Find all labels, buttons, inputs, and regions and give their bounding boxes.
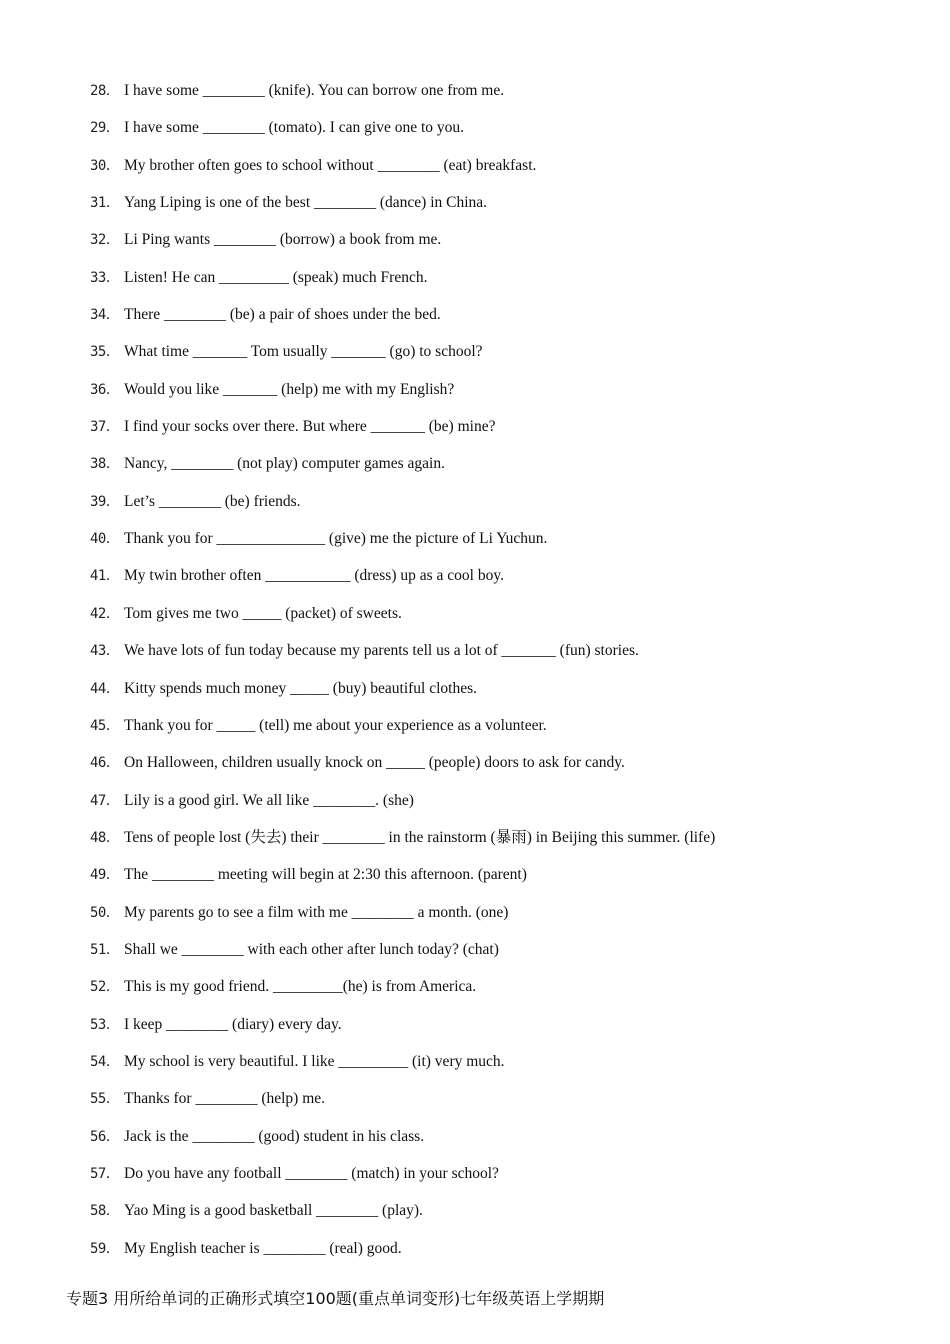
question-text: This is my good friend. _________(he) is from America. — [124, 978, 477, 996]
question-number: 54． — [90, 1053, 120, 1070]
question-item — [90, 602, 910, 639]
question-text: Tens of people lost (失去) their ________ in the rainstorm (暴雨) in Beijing this summer. (life) — [124, 828, 716, 846]
question-number: 53． — [90, 1016, 120, 1033]
question-number: 52． — [90, 979, 120, 996]
question-item — [90, 340, 910, 377]
question-text: Shall we ________ with each other after lunch today? (chat) — [124, 940, 499, 958]
question-number: 45． — [90, 717, 120, 734]
question-number: 46． — [90, 755, 120, 772]
question-item — [90, 826, 910, 863]
question-text: I find your socks over there. But where _______ (be) mine? — [124, 418, 496, 436]
question-item — [90, 527, 910, 564]
question-text: Thank you for _____ (tell) me about your experience as a volunteer. — [124, 716, 547, 734]
question-text: There ________ (be) a pair of shoes under the bed. — [124, 306, 441, 324]
question-text: The ________ meeting will begin at 2:30 this afternoon. (parent) — [124, 866, 527, 884]
question-item — [90, 303, 910, 340]
question-text: Yao Ming is a good basketball ________ (play). — [124, 1202, 423, 1220]
question-item — [90, 863, 910, 900]
question-item — [90, 1125, 910, 1162]
question-number: 41． — [90, 568, 120, 585]
question-item — [90, 228, 910, 265]
question-text: My English teacher is ________ (real) good. — [124, 1239, 402, 1257]
question-number: 36． — [90, 381, 120, 398]
question-item — [90, 1199, 910, 1236]
question-number: 28． — [90, 83, 120, 99]
question-number: 51． — [90, 941, 120, 958]
question-item — [90, 938, 910, 975]
question-number: 31． — [90, 195, 120, 212]
question-text: I keep ________ (diary) every day. — [124, 1015, 342, 1033]
question-item — [90, 564, 910, 601]
question-text: Li Ping wants ________ (borrow) a book from me. — [124, 231, 442, 249]
question-number: 49． — [90, 867, 120, 884]
question-number: 56． — [90, 1128, 120, 1145]
question-text: Jack is the ________ (good) student in his class. — [124, 1127, 425, 1145]
page-footer: 专题3 用所给单词的正确形式填空100题(重点单词变形)七年级英语上学期期 — [66, 1289, 605, 1308]
question-item — [90, 714, 910, 751]
question-number: 40． — [90, 531, 120, 548]
question-number: 48． — [90, 829, 120, 846]
question-text: I have some ________ (knife). You can borrow one from me. — [124, 82, 505, 99]
question-number: 32． — [90, 232, 120, 249]
question-item — [90, 490, 910, 527]
question-number: 37． — [90, 419, 120, 436]
question-item — [90, 191, 910, 228]
question-item — [90, 677, 910, 714]
question-text: Let’s ________ (be) friends. — [124, 492, 301, 510]
question-list — [90, 79, 910, 1274]
question-item — [90, 639, 910, 676]
question-item — [90, 415, 910, 452]
question-text: My school is very beautiful. I like _________ (it) very much. — [124, 1052, 505, 1070]
question-item — [90, 452, 910, 489]
question-text: Lily is a good girl. We all like ________. (she) — [124, 791, 414, 809]
question-item — [90, 1162, 910, 1199]
question-text: Would you like _______ (help) me with my English? — [124, 380, 455, 398]
question-text: Nancy, ________ (not play) computer games again. — [124, 455, 445, 473]
question-number: 34． — [90, 307, 120, 324]
question-item — [90, 975, 910, 1012]
question-item — [90, 751, 910, 788]
question-item — [90, 1050, 910, 1087]
question-number: 43． — [90, 643, 120, 660]
question-text: We have lots of fun today because my parents tell us a lot of _______ (fun) stories. — [124, 642, 639, 660]
question-text: Thank you for ______________ (give) me the picture of Li Yuchun. — [124, 530, 548, 548]
question-number: 58． — [90, 1203, 120, 1220]
question-item — [90, 1237, 910, 1274]
question-number: 44． — [90, 680, 120, 697]
question-number: 35． — [90, 344, 120, 361]
question-text: I have some ________ (tomato). I can give one to you. — [124, 119, 465, 137]
question-text: What time _______ Tom usually _______ (go) to school? — [124, 343, 483, 361]
question-text: On Halloween, children usually knock on _____ (people) doors to ask for candy. — [124, 754, 625, 772]
question-number: 50． — [90, 904, 120, 921]
question-item — [90, 378, 910, 415]
question-item — [90, 1013, 910, 1050]
question-text: Kitty spends much money _____ (buy) beautiful clothes. — [124, 679, 477, 697]
question-number: 38． — [90, 456, 120, 473]
question-number: 55． — [90, 1091, 120, 1108]
question-text: Listen! He can _________ (speak) much French. — [124, 268, 428, 286]
question-number: 39． — [90, 493, 120, 510]
question-number: 29． — [90, 120, 120, 137]
question-text: My twin brother often ___________ (dress) up as a cool boy. — [124, 567, 504, 585]
question-text: Do you have any football ________ (match) in your school? — [124, 1164, 499, 1182]
question-text: Tom gives me two _____ (packet) of sweets. — [124, 604, 402, 622]
question-text: Thanks for ________ (help) me. — [124, 1090, 326, 1108]
question-item — [90, 901, 910, 938]
question-number: 47． — [90, 792, 120, 809]
question-item — [90, 116, 910, 153]
question-item — [90, 266, 910, 303]
question-number: 57． — [90, 1165, 120, 1182]
question-item — [90, 1087, 910, 1124]
question-text: Yang Liping is one of the best ________ (dance) in China. — [124, 194, 488, 212]
question-item — [90, 79, 910, 116]
question-number: 42． — [90, 605, 120, 622]
question-item — [90, 154, 910, 191]
question-number: 30． — [90, 157, 120, 174]
question-text: My brother often goes to school without ________ (eat) breakfast. — [124, 156, 537, 174]
question-number: 59． — [90, 1240, 120, 1257]
question-item — [90, 789, 910, 826]
question-number: 33． — [90, 269, 120, 286]
question-text: My parents go to see a film with me ________ a month. (one) — [124, 903, 509, 921]
